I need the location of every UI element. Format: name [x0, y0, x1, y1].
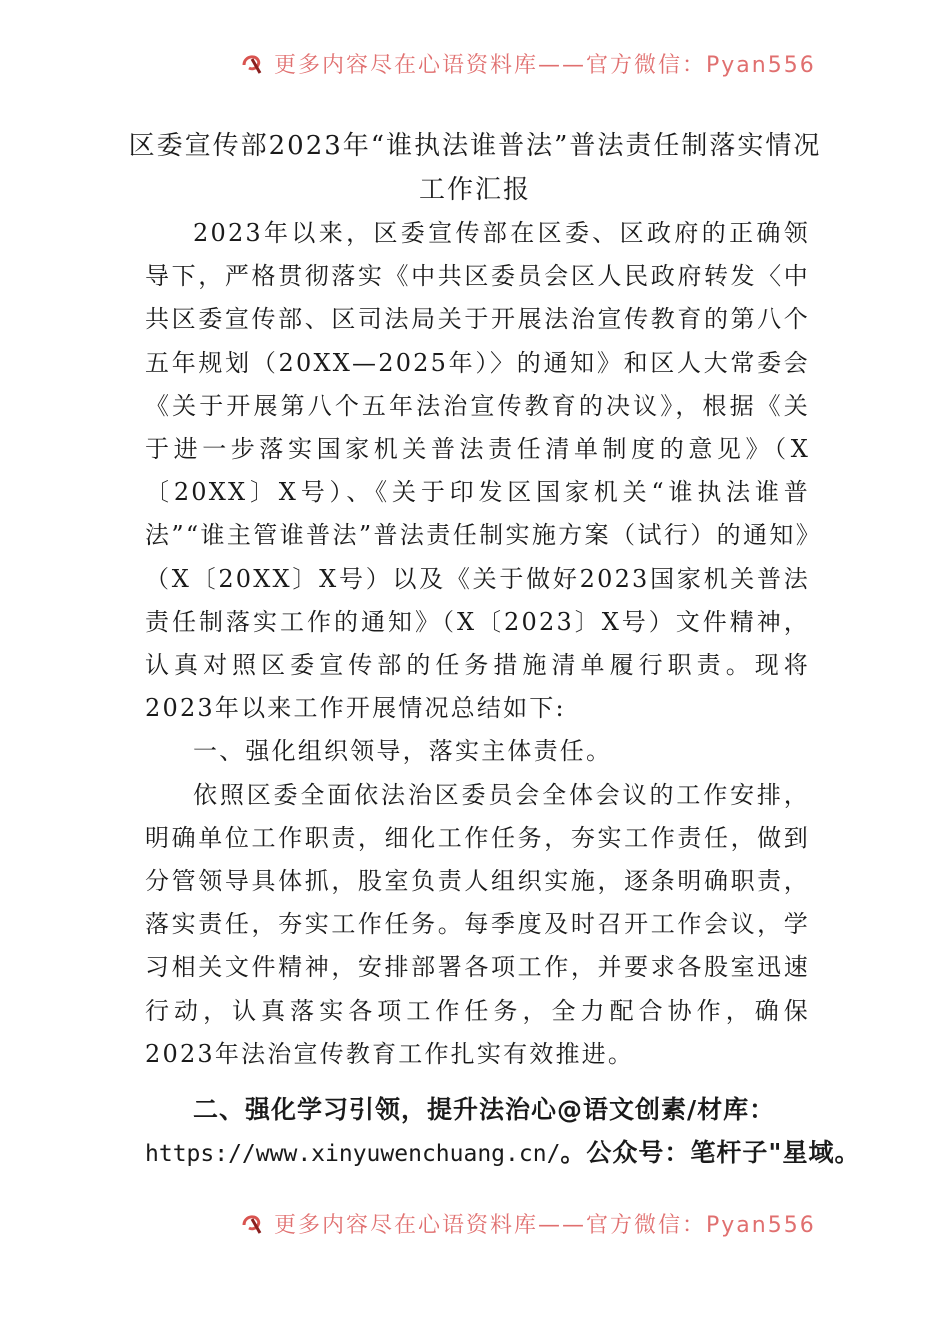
watermark-top: [0, 52, 950, 92]
document-title-line1: 区委宣传部2023年“谁执法谁普法”普法责任制落实情况: [128, 131, 822, 161]
section-2-source-line: [145, 1131, 861, 1176]
section-heading-2: 二、强化学习引领，提升法治心@语文创素/材库：: [193, 1095, 776, 1124]
brand-logo-icon: [240, 52, 266, 77]
document-title-line2: 工作汇报: [418, 175, 531, 205]
watermark-text: 更多内容尽在心语资料库——官方微信：Pyan556: [274, 53, 816, 78]
section-heading-1: 一、强化组织领导，落实主体责任。: [193, 737, 613, 766]
paragraph-intro: 2023年以来，区委宣传部在区委、区政府的正确领导下，严格贯彻落实《中共区委员会区人民政府转发〈中共区委宣传部、区司法局关于开展法治宣传教育的第八个五年规划（20XX—2025年）〉的通知》和区人大常委会《关于开展第八个五年法治宣传教育的决议》，根据《关于进一步落实国家机关普法责任清单制度的意见》（X〔20XX〕X号）、《关于印发区国家机关“谁执法谁普法”“谁主管谁普法”普法责任制实施方案（试行）的通知》（X〔20XX〕X号）以及《关于做好2023国家机关普法责任制落实工作的通知》（X〔2023〕X号）文件精神，认真对照区委宣传部的任务措施清单履行职责。现将2023年以来工作开展情况总结如下:: [145, 219, 810, 723]
watermark-bottom: [0, 1204, 950, 1244]
brand-logo-icon: [240, 1211, 266, 1237]
source-url-link[interactable]: https://www.xinyuwenchuang.cn/: [145, 1141, 561, 1167]
source-account-text: 。公众号：笔杆子"星域。: [560, 1138, 861, 1167]
section-2-block: [145, 1088, 861, 1176]
document-body: [145, 212, 810, 1076]
watermark-text: 更多内容尽在心语资料库——官方微信：Pyan556: [274, 1213, 816, 1238]
paragraph-section-1: 依照区委全面依法治区委员会全体会议的工作安排，明确单位工作职责，细化工作任务，夯实工作责任，做到分管领导具体抓，股室负责人组织实施，逐条明确职责，落实责任，夯实工作任务。每季度及时召开工作会议，学习相关文件精神，安排部署各项工作，并要求各股室迅速行动，认真落实各项工作任务，全力配合协作，确保2023年法治宣传教育工作扎实有效推进。: [145, 780, 810, 1068]
